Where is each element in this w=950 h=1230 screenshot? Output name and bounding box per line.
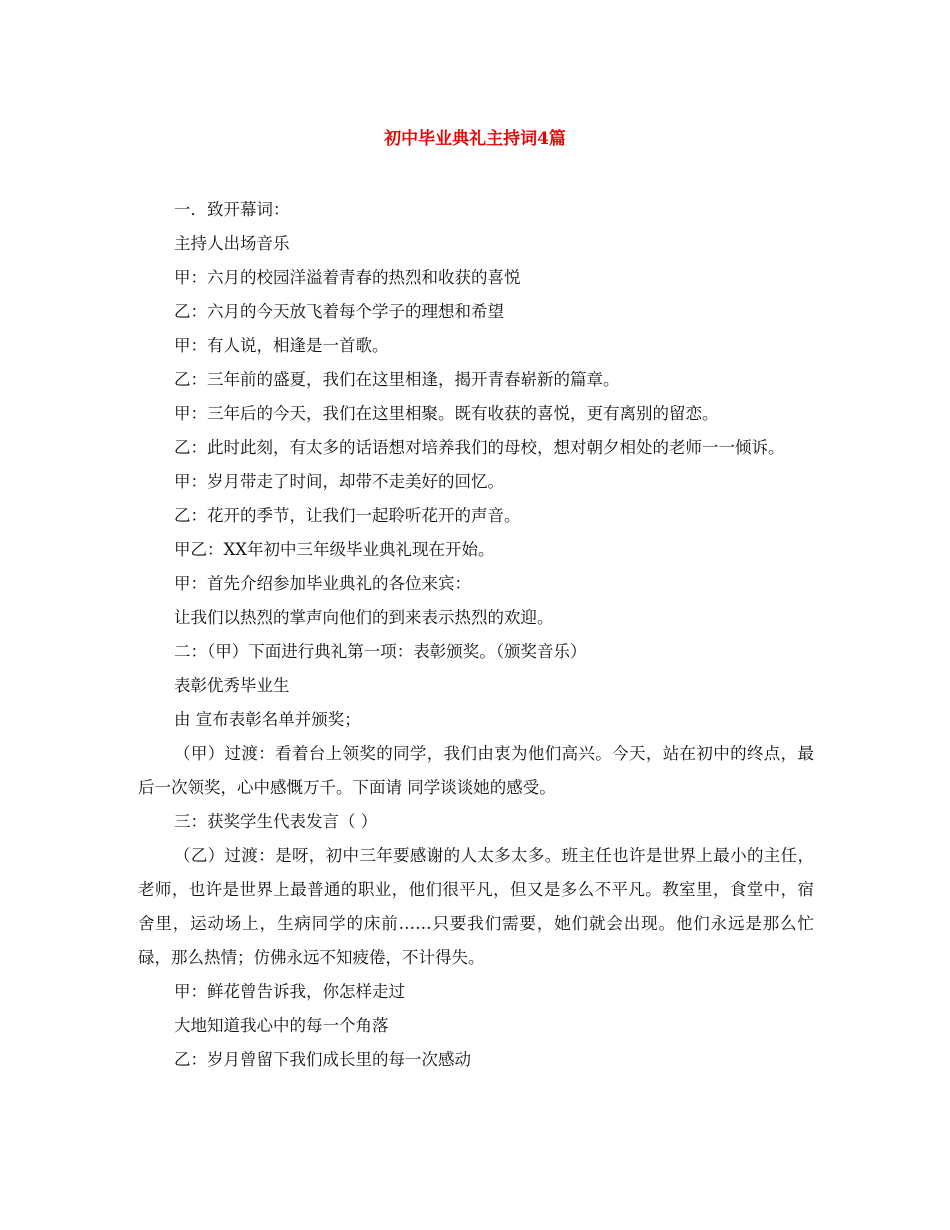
paragraph: 甲：三年后的今天，我们在这里相聚。既有收获的喜悦，更有离别的留恋。 <box>174 404 719 423</box>
paragraph: 乙：此时此刻，有太多的话语想对培养我们的母校，想对朝夕相处的老师一一倾诉。 <box>174 438 785 457</box>
paragraph: 三：获奖学生代表发言（ ） <box>174 812 378 831</box>
paragraph: 甲：岁月带走了时间，却带不走美好的回忆。 <box>174 472 504 491</box>
paragraph: 甲：鲜花曾告诉我，你怎样走过 <box>174 982 405 1001</box>
paragraph: 由 宣布表彰名单并颁奖； <box>174 710 361 729</box>
paragraph: 甲：首先介绍参加毕业典礼的各位来宾： <box>174 574 471 593</box>
paragraph: （甲）过渡：看着台上领奖的同学，我们由衷为他们高兴。今天，站在初中的终点，最后一次领奖，心中感慨万千。下面请 同学谈谈她的感受。 <box>138 744 814 797</box>
paragraph: 乙：三年前的盛夏，我们在这里相逢，揭开青春崭新的篇章。 <box>174 370 620 389</box>
paragraph: 大地知道我心中的每一个角落 <box>174 1016 389 1035</box>
paragraph: 主持人出场音乐 <box>174 234 290 253</box>
paragraph: 甲乙：XX年初中三年级毕业典礼现在开始。 <box>174 540 495 559</box>
paragraph: 表彰优秀毕业生 <box>174 676 290 695</box>
paragraph: 乙：花开的季节，让我们一起聆听花开的声音。 <box>174 506 521 525</box>
paragraph: 乙：六月的今天放飞着每个学子的理想和希望 <box>174 302 504 321</box>
paragraph: 甲：六月的校园洋溢着青春的热烈和收获的喜悦 <box>174 268 521 287</box>
paragraph: 让我们以热烈的掌声向他们的到来表示热烈的欢迎。 <box>174 608 554 627</box>
document-body <box>138 193 814 1077</box>
paragraph: 二：（甲）下面进行典礼第一项：表彰颁奖。（颁奖音乐） <box>174 642 587 661</box>
document-title: 初中毕业典礼主持词4篇 <box>384 129 566 149</box>
paragraph: 一．致开幕词： <box>174 200 290 219</box>
paragraph: 乙：岁月曾留下我们成长里的每一次感动 <box>174 1050 471 1069</box>
paragraph: 甲：有人说，相逢是一首歌。 <box>174 336 389 355</box>
paragraph: （乙）过渡：是呀，初中三年要感谢的人太多太多。班主任也许是世界上最小的主任，老师，也许是世界上最普通的职业，他们很平凡，但又是多么不平凡。教室里，食堂中，宿舍里，运动场上，生病同学的床前……只要我们需要，她们就会出现。他们永远是那么忙碌，那么热情；仿佛永远不知疲倦，不计得失。 <box>138 846 814 967</box>
